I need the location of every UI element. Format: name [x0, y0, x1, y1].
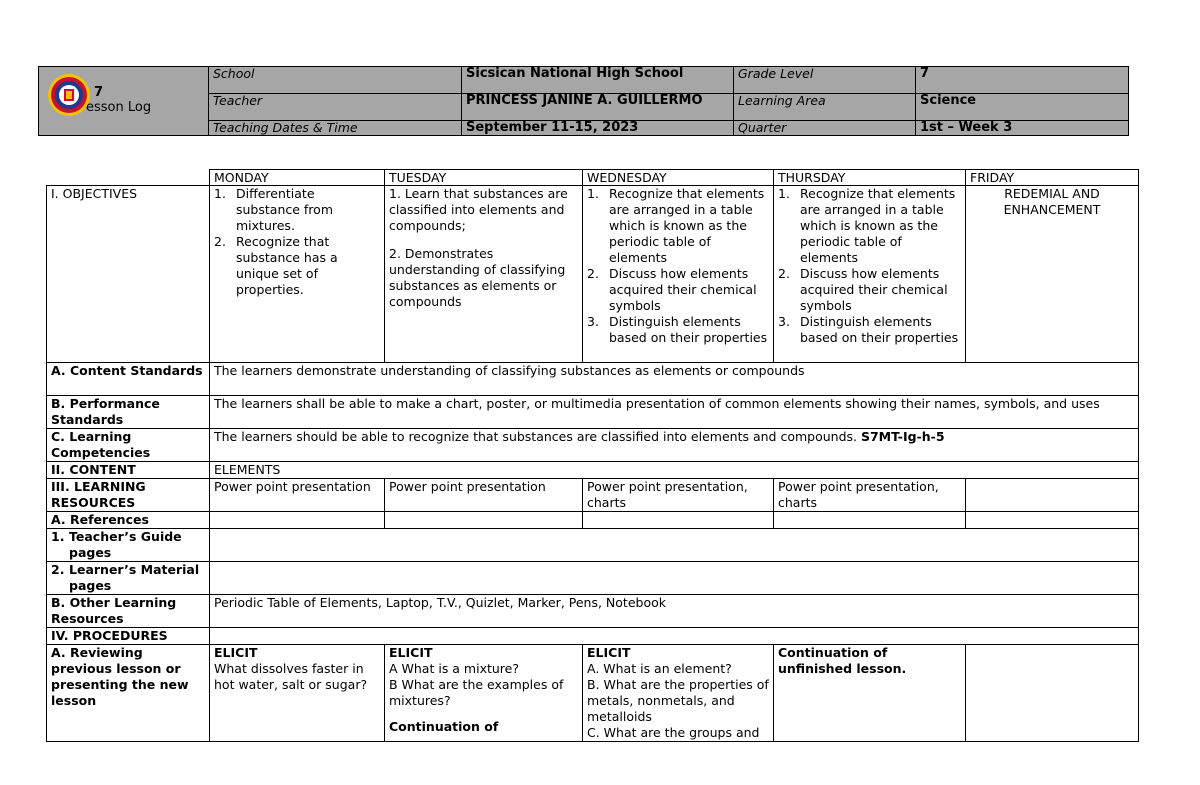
- reviewing-wednesday: [583, 645, 774, 742]
- objective-item: 3. Distinguish elements based on their properties: [587, 314, 768, 345]
- other-resources-row: [47, 595, 1139, 628]
- reviewing-tuesday: [385, 645, 583, 742]
- objective-item: 1. Differentiate substance from mixtures.: [214, 186, 333, 233]
- content-standards-row: [47, 363, 1139, 396]
- competencies-text: The learners should be able to recognize that substances are classified into elements and compounds.: [214, 429, 861, 444]
- objectives-wednesday: [583, 186, 774, 363]
- reviewing-friday: [966, 645, 1139, 742]
- continuation-text: Continuation of: [389, 719, 499, 734]
- learning-area-label: Learning Area: [734, 94, 916, 121]
- objectives-monday: [210, 186, 385, 363]
- learners-material-value: [210, 562, 1139, 595]
- learners-material-label: 2. Learner’s Material pages: [47, 562, 210, 595]
- objective-item: 1. Recognize that elements are arranged in a table which is known as the periodic table of elements: [778, 186, 956, 265]
- elicit-heading: ELICIT: [214, 645, 258, 660]
- objectives-friday: REDEMIAL AND ENHANCEMENT: [966, 186, 1139, 363]
- day-monday: MONDAY: [210, 170, 385, 186]
- dates-value: September 11-15, 2023: [462, 121, 734, 136]
- references-row: [47, 512, 1139, 529]
- day-friday: FRIDAY: [966, 170, 1139, 186]
- objectives-tuesday: [385, 186, 583, 363]
- header-row-school: [39, 67, 1129, 94]
- teachers-guide-value: [210, 529, 1139, 562]
- competencies-row: [47, 429, 1139, 462]
- grade-level-label: Grade Level: [734, 67, 916, 94]
- content-standards-text: The learners demonstrate understanding of classifying substances as elements or compounds: [210, 363, 1139, 396]
- references-label: A. References: [47, 512, 210, 529]
- learning-resources-monday: Power point presentation: [210, 479, 385, 512]
- objective-text: 2. Demonstrates understanding of classifying substances as elements or compounds: [389, 246, 566, 309]
- day-thursday: THURSDAY: [774, 170, 966, 186]
- quarter-label: Quarter: [734, 121, 916, 136]
- logo-text: [86, 85, 152, 115]
- reviewing-row: [47, 645, 1139, 742]
- blank-corner: [47, 170, 210, 186]
- performance-standards-row: [47, 396, 1139, 429]
- reviewing-label: A. Reviewing previous lesson or presenting the new lesson: [47, 645, 210, 742]
- header-table: [38, 66, 1129, 136]
- school-seal-icon: [47, 73, 91, 117]
- objectives-thursday: [774, 186, 966, 363]
- content-text: ELEMENTS: [210, 462, 1139, 479]
- logo-subtitle: esson Log: [86, 100, 152, 115]
- logo-cell: [39, 67, 209, 136]
- elicit-heading: ELICIT: [389, 645, 433, 660]
- procedures-value: [210, 628, 1139, 645]
- objective-item: 3. Distinguish elements based on their properties: [778, 314, 959, 345]
- other-resources-label: B. Other Learning Resources: [47, 595, 210, 628]
- objective-item: 2. Discuss how elements acquired their chemical symbols: [587, 266, 757, 313]
- other-resources-text: Periodic Table of Elements, Laptop, T.V., Quizlet, Marker, Pens, Notebook: [210, 595, 1139, 628]
- learning-resources-label: III. LEARNING RESOURCES: [47, 479, 210, 512]
- learners-material-row: [47, 562, 1139, 595]
- school-label: School: [209, 67, 462, 94]
- lesson-log-table: [46, 169, 1139, 742]
- content-label: II. CONTENT: [47, 462, 210, 479]
- day-tuesday: TUESDAY: [385, 170, 583, 186]
- objective-item: 2. Discuss how elements acquired their chemical symbols: [778, 266, 948, 313]
- objectives-row: [47, 186, 1139, 363]
- objective-text: 1. Learn that substances are classified into elements and compounds;: [389, 186, 568, 233]
- days-row: [47, 170, 1139, 186]
- reviewing-line: B. What are the properties of metals, nonmetals, and metalloids: [587, 677, 769, 724]
- competencies-label: C. Learning Competencies: [47, 429, 210, 462]
- learning-resources-tuesday: Power point presentation: [385, 479, 583, 512]
- learning-resources-friday: [966, 479, 1139, 512]
- content-row: [47, 462, 1139, 479]
- school-value: Sicsican National High School: [462, 67, 734, 94]
- content-standards-label: A. Content Standards: [47, 363, 210, 396]
- reviewing-thursday: Continuation of unfinished lesson.: [774, 645, 966, 742]
- elicit-heading: ELICIT: [587, 645, 631, 660]
- reviewing-line: C. What are the groups and: [587, 725, 760, 740]
- teachers-guide-row: [47, 529, 1139, 562]
- objective-item: 2. Recognize that substance has a unique set of properties.: [214, 234, 338, 297]
- objectives-label: I. OBJECTIVES: [47, 186, 210, 363]
- grade-level-value: 7: [916, 67, 1129, 94]
- learning-area-value: Science: [916, 94, 1129, 121]
- objective-item: 1. Recognize that elements are arranged in a table which is known as the periodic table of elements: [587, 186, 765, 265]
- procedures-row: [47, 628, 1139, 645]
- procedures-label: IV. PROCEDURES: [47, 628, 210, 645]
- reviewing-line: A What is a mixture?: [389, 661, 519, 676]
- competencies-cell: [210, 429, 1139, 462]
- teachers-guide-label: 1. Teacher’s Guide pages: [47, 529, 210, 562]
- reviewing-monday: [210, 645, 385, 742]
- dates-label: Teaching Dates & Time: [209, 121, 462, 136]
- learning-resources-thursday: Power point presentation, charts: [774, 479, 966, 512]
- quarter-value: 1st – Week 3: [916, 121, 1129, 136]
- reviewing-line: B What are the examples of mixtures?: [389, 677, 564, 708]
- learning-resources-wednesday: Power point presentation, charts: [583, 479, 774, 512]
- competency-code: S7MT-Ig-h-5: [860, 429, 945, 444]
- performance-standards-label: B. Performance Standards: [47, 396, 210, 429]
- teacher-label: Teacher: [209, 94, 462, 121]
- reviewing-text: What dissolves faster in hot water, salt or sugar?: [214, 661, 368, 692]
- learning-resources-row: [47, 479, 1139, 512]
- performance-standards-text: The learners shall be able to make a chart, poster, or multimedia presentation of common elements showing their names, symbols, and uses: [210, 396, 1139, 429]
- day-wednesday: WEDNESDAY: [583, 170, 774, 186]
- logo-number: 7: [94, 85, 104, 100]
- reviewing-line: A. What is an element?: [587, 661, 732, 676]
- teacher-value: PRINCESS JANINE A. GUILLERMO: [462, 94, 734, 121]
